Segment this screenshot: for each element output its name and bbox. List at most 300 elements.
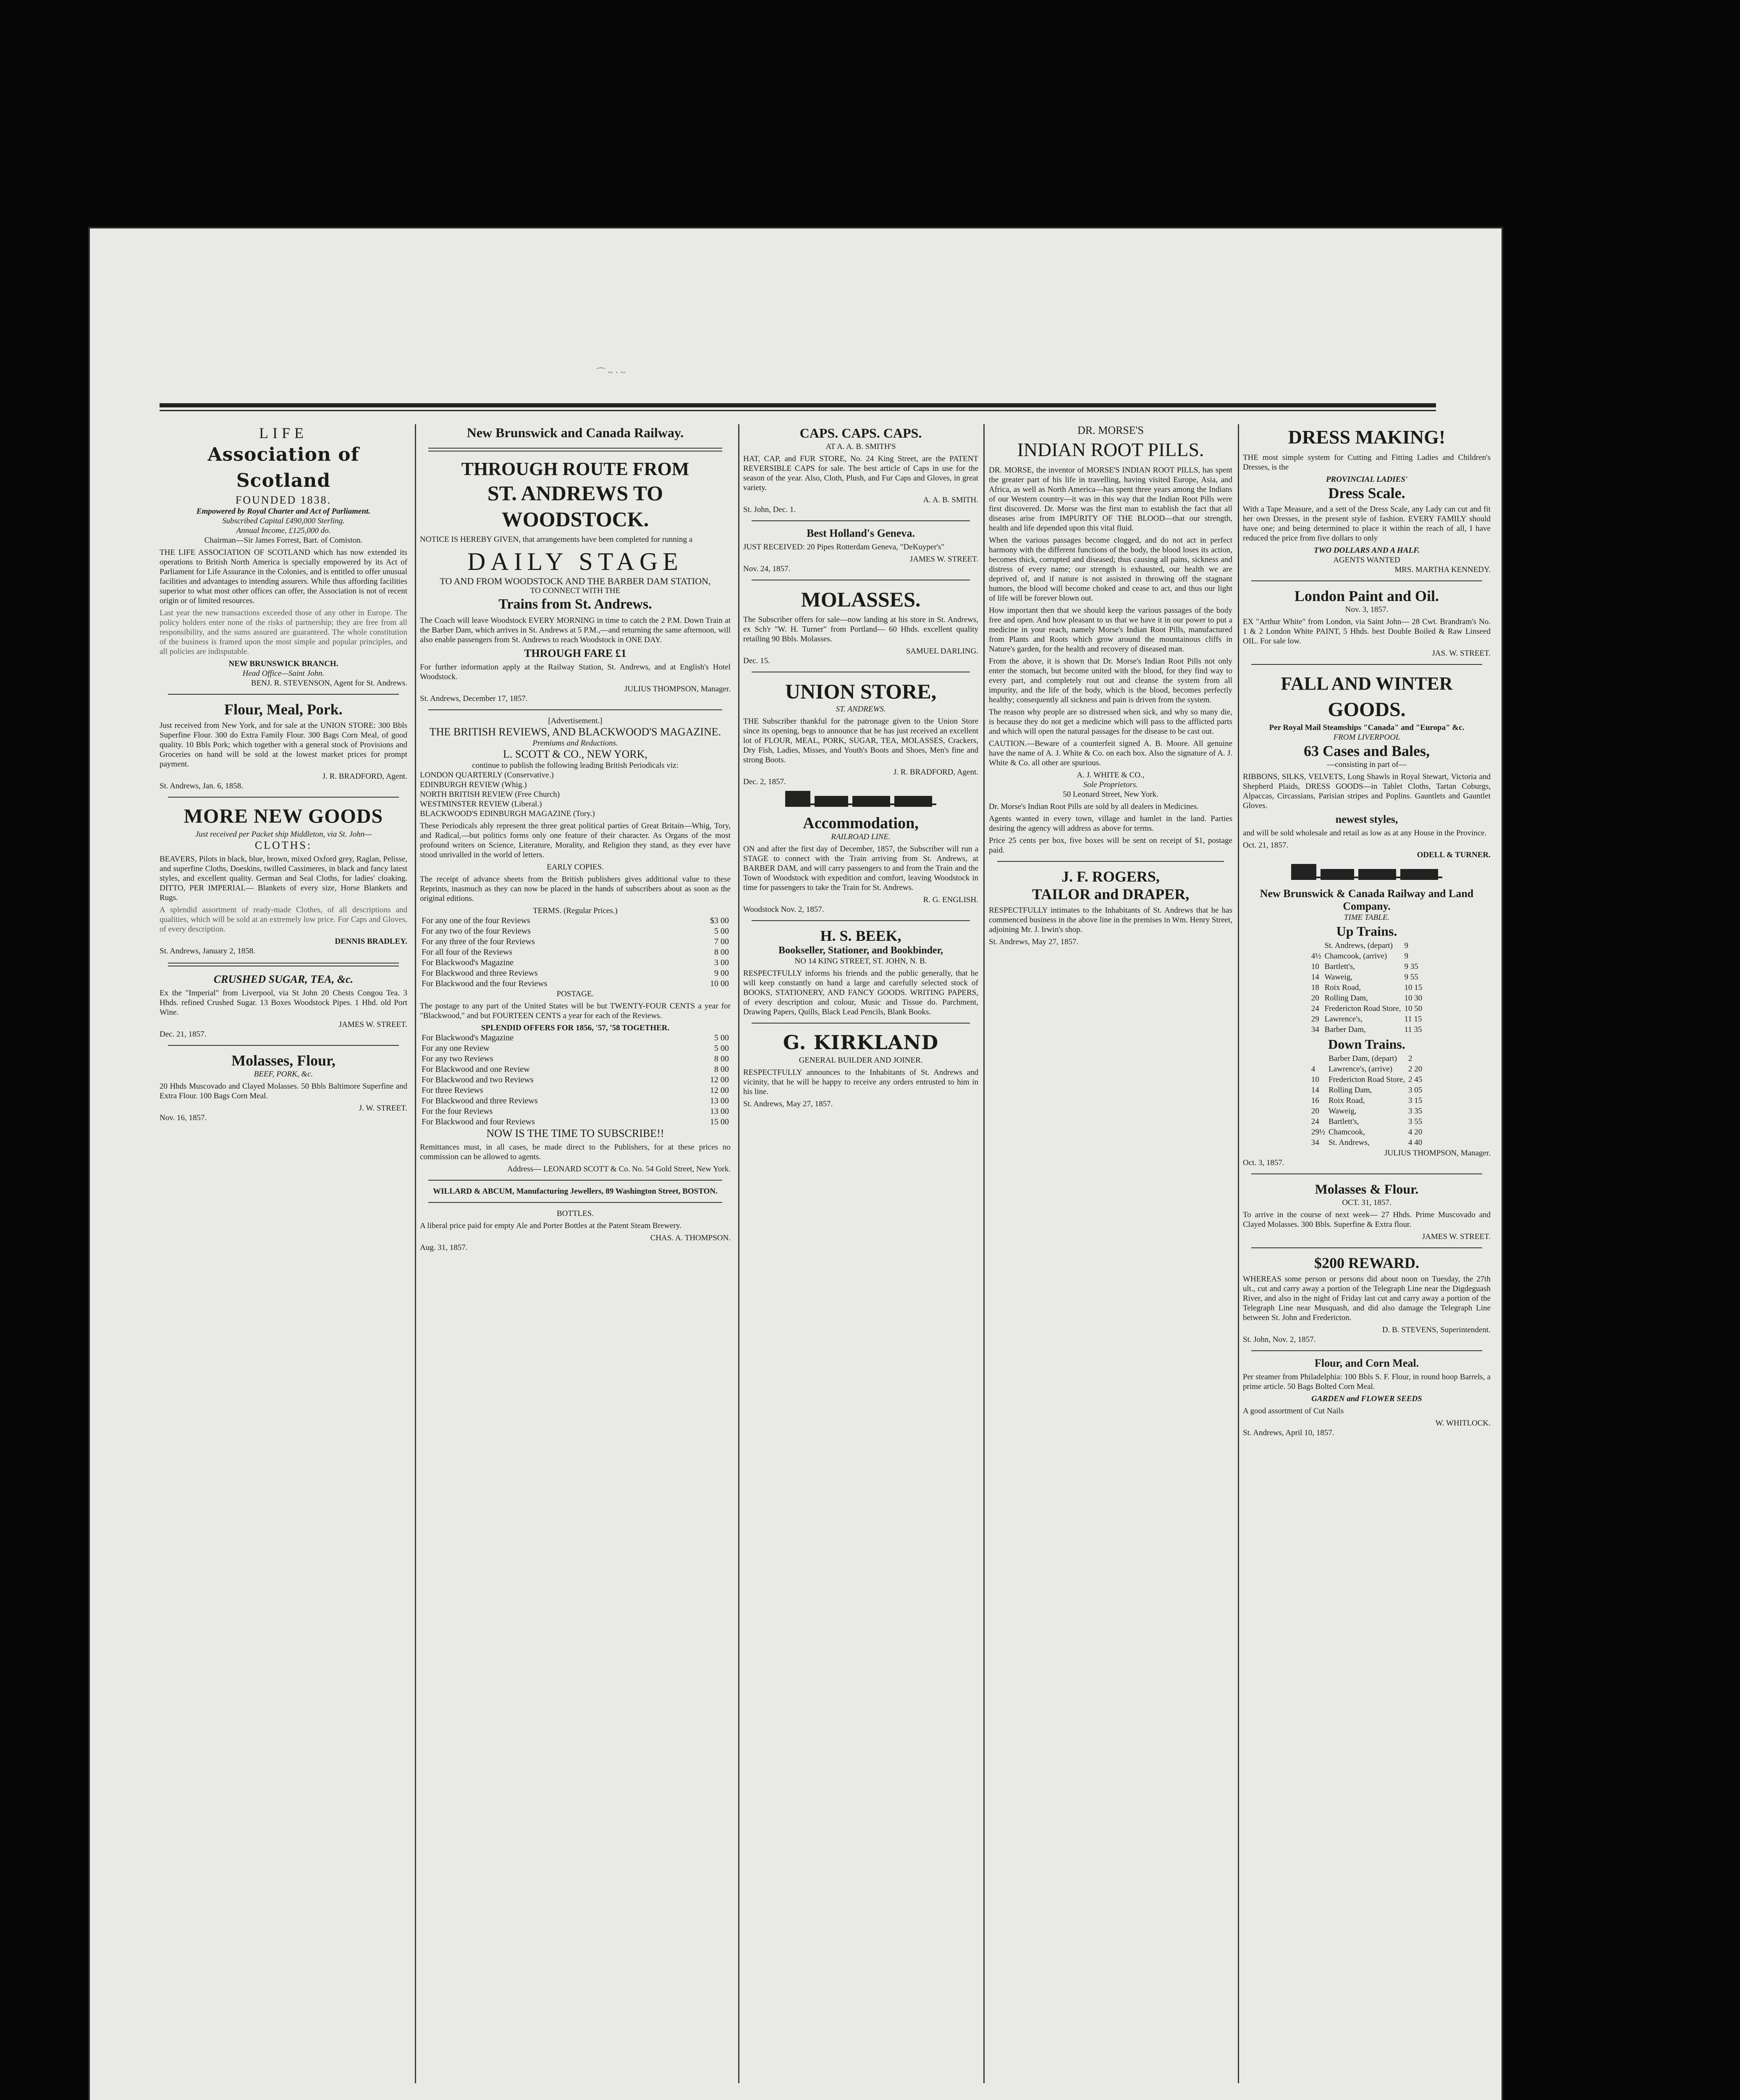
down-train-row-cell: 10 (1311, 1075, 1319, 1084)
early-copies: EARLY COPIES. (547, 863, 604, 872)
reward-body: WHEREAS some person or persons did about noon on Tuesday, the 27th ult., cut and carry away a portion of the Telegraph Line near the Digdeguash River, and also in the night of Friday last cut and carry away a portion of the Telegraph Line near Musquash, and did also damage the Telegraph Line between St. John and Fredericton. (1243, 1275, 1491, 1322)
up-train-row-cell: 10 15 (1404, 983, 1423, 992)
rule (997, 861, 1224, 862)
column-3 (743, 424, 978, 2083)
splendid-row (420, 1033, 731, 1043)
up-train-row-cell: 10 (1311, 962, 1319, 971)
fall-body: RIBBONS, SILKS, VELVETS, Long Shawls in Royal Stewart, Victoria and Shepherd Plaids, DRESS GOODS—in Tablet Cloths, Tartan Coburgs, Alpaccas, Circassians, Parisian stripes and Poplins. Gauntlets and Gauntlet Gloves. (1243, 772, 1491, 810)
reviews-title: THE BRITISH REVIEWS, AND BLACKWOOD'S MAGAZINE. (429, 726, 721, 738)
molasses-flour-heading: Molasses & Flour. (1315, 1181, 1419, 1197)
up-train-row (1310, 1025, 1424, 1034)
goods-body-filler: A splendid assortment of ready-made Clothes, of all descriptions and qualities, which will be sold at an extremely low price. For Caps and Gloves, of every description. (160, 906, 407, 934)
splendid-row (420, 1064, 731, 1075)
down-train-row-cell: St. Andrews, (1328, 1138, 1370, 1147)
branch-title: NEW BRUNSWICK BRANCH. (228, 659, 338, 668)
kirkland-date: St. Andrews, May 27, 1857. (743, 1100, 833, 1108)
terms-row-cell: For Blackwood's Magazine (422, 958, 514, 967)
rule (1251, 1173, 1482, 1174)
down-train-row-cell: 4 40 (1408, 1138, 1423, 1147)
corn-body: Per steamer from Philadelphia: 100 Bbls S. F. Flour, in round hoop Barrels, a prime article. 50 Bags Bolted Corn Meal. (1243, 1373, 1491, 1391)
terms-row-cell: For all four of the Reviews (422, 948, 513, 957)
branch-office: Head Office—Saint John. (242, 669, 325, 678)
branch-agent: BENJ. R. STEVENSON, Agent for St. Andrews. (251, 679, 407, 688)
union-body: THE Subscriber thankful for the patronage given to the Union Store since its opening, begs to announce that he has just received an excellent lot of FLOUR, MEAL, PORK, SUGAR, TEA, MOLASSES, Crackers, Dry Fish, Ladies, Misses, and Youth's Boots and Shoes, Men's fine and strong Boots. (743, 717, 978, 764)
up-train-row-cell: 11 35 (1404, 1025, 1422, 1034)
fall-heading: FALL AND WINTER (1281, 673, 1453, 694)
through-route: THROUGH ROUTE FROM (461, 459, 689, 479)
paint-sign: JAS. W. STREET. (1432, 649, 1491, 658)
up-train-row-cell: 9 35 (1404, 962, 1418, 971)
sugar-sign: JAMES W. STREET. (338, 1020, 407, 1029)
down-train-row-cell: 3 55 (1408, 1117, 1423, 1126)
postage-body: The postage to any part of the United States will be but TWENTY-FOUR CENTS a year for "Blackwood," and but FOURTEEN CENTS a year for each of the Reviews. (420, 1002, 731, 1020)
splendid-row-cell: For any two Reviews (422, 1054, 493, 1063)
corn-heading: Flour, and Corn Meal. (1314, 1357, 1419, 1369)
cases-heading: 63 Cases and Bales, (1303, 743, 1430, 759)
coach-text: The Coach will leave Woodstock EVERY MORNING in time to catch the 2 P.M. Down Train at the Barber Dam, which arrives in St. Andrews at 5 P.M.,—and returning the same afternoon, will also enable passengers from St. Andrews to reach Woodstock in ONE DAY. (420, 616, 731, 644)
up-train-row-cell: Waweig, (1324, 973, 1352, 982)
goods-sub: Just received per Packet ship Middleton, via St. John— (195, 830, 372, 839)
pills-sold: Dr. Morse's Indian Root Pills are sold by all dealers in Medicines. (989, 802, 1199, 811)
goods-body: BEAVERS, Pilots in black, blue, brown, mixed Oxford grey, Raglan, Pelisse, and superfine Cloths, Doeskins, twilled Cassimeres, in black and fancy latest styles, and excellent quality. German and Seal Cloths, for ladies' cloaking. DITTO, PER IMPERIAL— Blankets of every size, Horse Blankets and Rugs. (160, 855, 407, 902)
splendid-row-cell: For Blackwood and three Reviews (422, 1096, 538, 1105)
agents-wanted: AGENTS WANTED (1333, 556, 1400, 564)
founded: FOUNDED 1838. (235, 494, 332, 506)
splendid-row (420, 1054, 731, 1064)
rule (752, 920, 970, 921)
caps-sign: A. A. B. SMITH. (923, 496, 978, 504)
review-5: BLACKWOOD'S EDINBURGH MAGAZINE (Tory.) (420, 809, 595, 818)
up-train-row-cell: Lawrence's, (1324, 1015, 1363, 1024)
molasses-date: Dec. 15. (743, 656, 770, 665)
up-train-row-cell (1310, 941, 1323, 950)
column-5 (1243, 424, 1491, 2083)
through-fare: THROUGH FARE £1 (524, 647, 626, 659)
double-rule (168, 963, 399, 966)
down-train-row-cell: 4 (1311, 1065, 1315, 1074)
down-train-row-cell: 20 (1311, 1107, 1319, 1116)
beek-heading: H. S. BEEK, (820, 927, 901, 944)
down-train-row-cell: 3 35 (1408, 1107, 1423, 1116)
up-train-row (1310, 941, 1424, 950)
molasses-flour-sign: JAMES W. STREET. (1422, 1232, 1491, 1241)
kirkland-heading: G. KIRKLAND (783, 1031, 939, 1054)
paint-body: EX "Arthur White" from London, via Saint John— 28 Cwt. Brandram's No. 1 & 2 London White PAINT, 5 Hhds. best Double Boiled & Raw Linseed OIL. For sale low. (1243, 617, 1491, 646)
accommodation-sign: R. G. ENGLISH. (923, 895, 978, 904)
splendid-row-cell: For the four Reviews (422, 1107, 493, 1116)
down-train-row-cell: 4 20 (1408, 1128, 1423, 1137)
flour-title: Flour, Meal, Pork. (224, 701, 343, 718)
cases-sub: —consisting in part of— (1327, 760, 1407, 769)
column-4 (989, 424, 1232, 2083)
terms-row (420, 979, 731, 989)
molasses-sub: BEEF, PORK, &c. (254, 1070, 313, 1079)
trains-heading: Trains from St. Andrews. (498, 596, 652, 612)
down-train-row-cell: Lawrence's, (arrive) (1328, 1065, 1393, 1074)
splendid-row (420, 1096, 731, 1106)
splendid-row-cell: 8 00 (714, 1065, 729, 1074)
column-1 (160, 424, 407, 2083)
caps-body: HAT, CAP, and FUR STORE, No. 24 King Street, are the PATENT REVERSIBLE CAPS for sale. The best article of Caps in use for the season of the year. Also, Cloth, Plush, and Fur Caps and Gloves, in great variety. (743, 454, 978, 492)
capital: Subscribed Capital £490,000 Sterling. (222, 517, 345, 525)
to-from: TO AND FROM WOODSTOCK AND THE BARBER DAM STATION, (440, 576, 711, 586)
review-2: EDINBURGH REVIEW (Whig.) (420, 780, 527, 789)
now-subscribe: NOW IS THE TIME TO SUBSCRIBE!! (486, 1127, 664, 1139)
molasses-body: The Subscriber offers for sale—now landing at his store in St. Andrews, ex Sch'r "W. H. Turner" from Portland— 60 Hhds. excellent quality retailing 90 Bbls. Molasses. (743, 615, 978, 643)
dress-heading: DRESS MAKING! (1288, 426, 1446, 448)
splendid-row-cell: 13 00 (710, 1096, 729, 1105)
union-heading: UNION STORE, (785, 680, 937, 703)
terms-row (420, 916, 731, 926)
up-train-row (1310, 983, 1424, 992)
life-body: THE LIFE ASSOCIATION OF SCOTLAND which has now extended its operations to British North America is specially empowered by its Act of Parliament for Life Assurance in the Colonies, and is entitled to offer unusual facilities and advantages to intending assurers. While thus affording facilities superior to what most other offices can offer, the Association is not of recent origin or of limited resources. (160, 548, 407, 605)
rogers-date: St. Andrews, May 27, 1857. (989, 937, 1079, 946)
connect: TO CONNECT WITH THE (530, 586, 621, 595)
down-train-row-cell: 14 (1311, 1086, 1319, 1095)
down-train-row (1310, 1085, 1424, 1095)
terms-row-cell: For any two of the four Reviews (422, 927, 531, 936)
splendid-row-cell: For any one Review (422, 1044, 490, 1053)
pills-address: 50 Leonard Street, New York. (1063, 790, 1158, 799)
up-train-row-cell: 10 50 (1404, 1004, 1423, 1013)
down-train-row-cell: 2 (1408, 1054, 1412, 1063)
time-table: TIME TABLE. (1344, 913, 1390, 922)
up-train-row-cell: 9 (1404, 952, 1409, 961)
molasses-title: Molasses, Flour, (231, 1052, 335, 1069)
up-train-row-cell: 11 15 (1404, 1015, 1422, 1024)
pills-body-5: The reason why people are so distressed when sick, and why so many die, is because they do not get a medicine which will pass to the afflicted parts and which will open the natural passages for the disease to be cast out. (989, 708, 1232, 736)
goods-title: MORE NEW GOODS (183, 805, 383, 827)
down-train-row-cell: 34 (1311, 1138, 1319, 1147)
rule (1251, 580, 1482, 581)
up-train-row-cell: St. Andrews, (depart) (1324, 941, 1393, 950)
splendid-row-cell: For Blackwood and four Reviews (422, 1117, 535, 1126)
splendid-row-cell: 13 00 (710, 1107, 729, 1116)
down-train-row (1310, 1117, 1424, 1126)
empowered: Empowered by Royal Charter and Act of Parliament. (196, 507, 371, 516)
advertisement-tag: [Advertisement.] (548, 717, 603, 725)
molasses-heading: MOLASSES. (801, 588, 921, 611)
up-train-row-cell: 9 (1404, 941, 1409, 950)
splendid-row-cell: For Blackwood and two Reviews (422, 1075, 534, 1084)
up-train-row-cell: 18 (1311, 983, 1319, 992)
terms-table (420, 916, 731, 989)
rule (1251, 1350, 1482, 1351)
cloths-head: CLOTHS: (254, 839, 312, 851)
train-engraving (1291, 864, 1442, 883)
pills-sign-2: Sole Proprietors. (1083, 780, 1138, 789)
pills-heading: INDIAN ROOT PILLS. (1017, 439, 1204, 460)
beek-sub: Bookseller, Stationer, and Bookbinder, (778, 945, 943, 956)
kirkland-sub: GENERAL BUILDER AND JOINER. (799, 1056, 923, 1065)
rail-date: St. Andrews, December 17, 1857. (420, 694, 528, 703)
rail-date: Oct. 3, 1857. (1243, 1158, 1284, 1167)
down-train-row (1310, 1054, 1424, 1063)
caps-at: AT A. A. B. SMITH'S (825, 442, 896, 451)
corn-sign: W. WHITLOCK. (1435, 1419, 1491, 1428)
pills-body-2: When the various passages become clogged, and do not act in perfect harmony with the different functions of the body, the blood loses its action, becomes thick, corrupted and diseased; thus causing all pains, sickness and distress of every name; our strength is exhausted, our health we are deprived of, and if nature is not assisted in throwing off the stagnant humors, the blood will become choked and cease to act, and thus our light of life will be forever blown out. (989, 536, 1232, 603)
down-train-row-cell: Barber Dam, (depart) (1328, 1054, 1397, 1063)
reward-heading: $200 REWARD. (1314, 1255, 1419, 1271)
up-train-row (1310, 972, 1424, 982)
down-train-row-cell: Waweig, (1328, 1107, 1357, 1116)
masthead-rule-thin (160, 410, 1436, 411)
molasses-sign: J. W. STREET. (359, 1104, 407, 1113)
up-train-row-cell: Fredericton Road Store, (1324, 1004, 1401, 1013)
molasses-date: Nov. 16, 1857. (160, 1113, 207, 1122)
chairman: Chairman—Sir James Forrest, Bart. of Comiston. (204, 536, 363, 545)
terms-row (420, 958, 731, 968)
goods-heading: GOODS. (1328, 698, 1406, 721)
postage-heading: POSTAGE. (556, 990, 594, 998)
daily-stage: DAILY STAGE (467, 548, 683, 575)
down-train-row-cell (1310, 1054, 1326, 1063)
down-train-row-cell: 2 45 (1408, 1075, 1423, 1084)
dress-sign: MRS. MARTHA KENNEDY. (1394, 565, 1491, 574)
up-train-row-cell: 14 (1311, 973, 1319, 982)
splendid-row-cell: 5 00 (714, 1044, 729, 1053)
garden-seeds: GARDEN and FLOWER SEEDS (1311, 1394, 1422, 1403)
remit: Remittances must, in all cases, be made direct to the Publishers, for at these prices no commission can be allowed to agents. (420, 1143, 731, 1161)
fall-sign: ODELL & TURNER. (1417, 850, 1491, 859)
terms-row (420, 968, 731, 979)
kirkland-body: RESPECTFULLY announces to the Inhabitants of St. Andrews and vicinity, that he will be happy to receive any orders entrusted to him in his line. (743, 1068, 978, 1096)
up-train-row-cell: Bartlett's, (1324, 962, 1355, 971)
flour-body: Just received from New York, and for sale at the UNION STORE: 300 Bbls Superfine Flour. 300 do Extra Family Flour. 300 Bags Corn Meal, of good quality. 10 Bbls Pork; which together with a general stock of Provisions and Groceries on hand will be sold at the lowest market prices for prompt payment. (160, 721, 407, 769)
rail-sign: JULIUS THOMPSON, Manager. (624, 685, 731, 693)
dress-scale: Dress Scale. (1328, 485, 1405, 501)
rule (168, 694, 399, 695)
life-heading: Association of Scotland (207, 444, 359, 491)
tailor-heading: TAILOR and DRAPER, (1032, 886, 1190, 903)
up-train-row-cell: Barber Dam, (1324, 1025, 1366, 1034)
terms-row-cell: $3 00 (710, 916, 729, 925)
up-train-row-cell: Chamcook, (arrive) (1324, 952, 1387, 961)
splendid-row-cell: For three Reviews (422, 1086, 483, 1095)
holland-title: Best Holland's Geneva. (807, 527, 915, 539)
terms-heading: TERMS. (Regular Prices.) (533, 906, 618, 915)
garden-body: A good assortment of Cut Nails (1243, 1407, 1344, 1415)
up-train-row-cell: 4½ (1311, 952, 1321, 961)
goods-sign: DENNIS BRADLEY. (335, 937, 407, 946)
bottles-sign: CHAS. A. THOMPSON. (650, 1234, 731, 1242)
newspaper-page (88, 227, 1503, 2100)
rule (428, 709, 722, 710)
accommodation-date: Woodstock Nov. 2, 1857. (743, 905, 824, 914)
corn-date: St. Andrews, April 10, 1857. (1243, 1428, 1334, 1437)
flour-date: St. Andrews, Jan. 6, 1858. (160, 782, 243, 790)
terms-row (420, 926, 731, 937)
splendid-row-cell: 15 00 (710, 1117, 729, 1126)
splendid-row (420, 1075, 731, 1085)
fall-date: Oct. 21, 1857. (1243, 841, 1289, 850)
down-train-row (1310, 1106, 1424, 1116)
molasses-sign: SAMUEL DARLING. (906, 647, 978, 656)
early-body: The receipt of advance sheets from the British publishers gives additional value to these Reprints, inasmuch as they can now be placed in the hands of subscribers about as soon as the original editions. (420, 875, 731, 903)
column-rule (415, 424, 416, 2083)
reward-sign: D. B. STEVENS, Superintendent. (1382, 1326, 1491, 1334)
bottles-heading: BOTTLES. (556, 1209, 594, 1218)
splendid-row (420, 1106, 731, 1117)
up-train-row (1310, 951, 1424, 961)
column-rule (738, 424, 739, 2083)
terms-row-cell: For any one of the four Reviews (422, 916, 530, 925)
terms-row-cell: For Blackwood and the four Reviews (422, 979, 548, 988)
rogers-heading: J. F. ROGERS, (1061, 868, 1160, 885)
up-trains-table (1309, 940, 1425, 1035)
route-heading: ST. ANDREWS TO WOODSTOCK. (487, 481, 663, 531)
down-train-row-cell: Chamcook, (1328, 1128, 1365, 1137)
review-3: NORTH BRITISH REVIEW (Free Church) (420, 790, 560, 799)
holland-date: Nov. 24, 1857. (743, 564, 791, 573)
terms-row-cell: For Blackwood and three Reviews (422, 969, 538, 978)
pills-caution: CAUTION.—Beware of a counterfeit signed A. B. Moore. All genuine have the name of A. J. White & Co. on each box. Also the signature of A. J. White & Co. all other are spurious. (989, 739, 1232, 767)
up-train-row (1310, 962, 1424, 971)
splendid-row-cell: For Blackwood and one Review (422, 1065, 530, 1074)
rule (1251, 664, 1482, 665)
splendid-row-cell: 12 00 (710, 1086, 729, 1095)
down-train-row (1310, 1096, 1424, 1105)
terms-row (420, 937, 731, 947)
up-train-row-cell: 9 55 (1404, 973, 1418, 982)
from-liverpool: FROM LIVERPOOL (1333, 733, 1400, 742)
splendid-row-cell: For Blackwood's Magazine (422, 1033, 514, 1042)
info-text: For further information apply at the Railway Station, St. Andrews, and at English's Hotel Woodstock. (420, 663, 731, 681)
down-train-row-cell: 24 (1311, 1117, 1319, 1126)
down-train-row (1310, 1064, 1424, 1074)
rule (752, 1023, 970, 1024)
paint-heading: London Paint and Oil. (1294, 588, 1439, 604)
molasses-body: 20 Hhds Muscovado and Clayed Molasses. 50 Bbls Baltimore Superfine and Extra Flour. 100 Bags Corn Meal. (160, 1082, 407, 1100)
sugar-title: CRUSHED SUGAR, TEA, &c. (213, 973, 354, 985)
sugar-date: Dec. 21, 1857. (160, 1030, 207, 1039)
bottles-body: A liberal price paid for empty Ale and Porter Bottles at the Patent Steam Brewery. (420, 1221, 681, 1230)
down-train-row-cell: Bartlett's, (1328, 1117, 1359, 1126)
life-body-filler: Last year the new transactions exceeded those of any other in Europe. The policy holders enter none of the risks of partnership; they are free from all responsibility, and the sums assured are guaranteed. The whole constitution of the business is framed upon the most simple and popular principles, and all policies are indisputable. (160, 609, 407, 656)
terms-row-cell: 3 00 (714, 958, 729, 967)
molasses-flour-body: To arrive in the course of next week— 27 Hhds. Prime Muscovado and Clayed Molasses. 300 Bbls. Superfine & Extra flour. (1243, 1210, 1491, 1229)
railroad-line: RAILROAD LINE. (831, 832, 891, 841)
beek-body: RESPECTFULLY informs his friends and the public generally, that he will keep constantly on hand a large and carefully selected stock of BOOKS, STATIONERY, AND FANCY GOODS. WRITING PAPERS, of every description and colour, Music and Tissue do. Parchment, Drawing Papers, Quills, Black Lead Pencils, Blank Books. (743, 969, 978, 1016)
up-train-row (1310, 993, 1424, 1003)
pub-line: continue to publish the following leading British Periodicals viz: (472, 761, 679, 770)
publisher: L. SCOTT & CO., NEW YORK, (503, 748, 648, 760)
up-trains: Up Trains. (1336, 924, 1397, 939)
rail-company: New Brunswick & Canada Railway and Land Company. (1260, 887, 1474, 912)
rail-title: New Brunswick and Canada Railway. (466, 425, 684, 440)
down-trains-table (1309, 1053, 1425, 1148)
rule (428, 1180, 722, 1181)
splendid-row (420, 1117, 731, 1127)
column-rule (1238, 424, 1239, 2083)
column-rule (983, 424, 985, 2083)
down-train-row-cell: 3 05 (1408, 1086, 1423, 1095)
stage-notice: NOTICE IS HEREBY GIVEN, that arrangements have been completed for running a (420, 535, 693, 544)
down-train-row-cell: 2 20 (1408, 1065, 1423, 1074)
terms-row-cell: 10 00 (710, 979, 729, 988)
column-2 (420, 424, 731, 2083)
splendid-row-cell: 5 00 (714, 1033, 729, 1042)
holland-body: JUST RECEIVED: 20 Pipes Rotterdam Geneva, "DeKuyper's" (743, 543, 945, 551)
reward-date: St. John, Nov. 2, 1857. (1243, 1335, 1316, 1344)
newest-styles: newest styles, (1335, 813, 1398, 825)
holland-sign: JAMES W. STREET. (909, 555, 978, 564)
dress-price: TWO DOLLARS AND A HALF. (1313, 546, 1420, 555)
review-1: LONDON QUARTERLY (Conservative.) (420, 771, 554, 780)
review-4: WESTMINSTER REVIEW (Liberal.) (420, 800, 542, 808)
splendid-row (420, 1085, 731, 1096)
molasses-flour-date: OCT. 31, 1857. (1342, 1198, 1391, 1207)
dr-morse: DR. MORSE'S (1077, 424, 1144, 436)
fall-tail: and will be sold wholesale and retail as low as at any House in the Province. (1243, 829, 1487, 837)
up-train-row-cell: 20 (1311, 994, 1319, 1003)
beek-address: NO 14 KING STREET, ST. JOHN, N. B. (794, 957, 927, 966)
flour-sign: J. R. BRADFORD, Agent. (322, 772, 407, 781)
life-title: LIFE (259, 425, 308, 441)
down-train-row-cell: Roix Road, (1328, 1096, 1365, 1105)
pills-sign: A. J. WHITE & CO., (1077, 771, 1145, 780)
splendid-row-cell: 12 00 (710, 1075, 729, 1084)
paint-date: Nov. 3, 1857. (1345, 605, 1389, 614)
goods-date: St. Andrews, January 2, 1858. (160, 947, 255, 956)
union-date: Dec. 2, 1857. (743, 777, 786, 786)
rule (168, 797, 399, 798)
provincial: PROVINCIAL LADIES' (1326, 475, 1408, 484)
down-train-row (1310, 1127, 1424, 1137)
sugar-body: Ex the "Imperial" from Liverpool, via St John 20 Chests Congou Tea. 3 Hhds. refined Crushed Sugar. 13 Boxes Woodstock Pipes. 1 Hhd. old Port Wine. (160, 989, 407, 1017)
down-train-row-cell: Rolling Dam, (1328, 1086, 1372, 1095)
willard: WILLARD & ABCUM, Manufacturing Jewellers, 89 Washington Street, BOSTON. (433, 1187, 718, 1196)
rule (168, 1045, 399, 1046)
caps-title: CAPS. CAPS. CAPS. (799, 425, 922, 441)
down-train-row-cell: 16 (1311, 1096, 1319, 1105)
pills-body-4: From the above, it is shown that Dr. Morse's Indian Root Pills not only enter the stomach, but become united with the blood, for they find way to every part, and completely rout out and cleanse the system from all impurity, and the life of the body, which is the blood, becomes perfectly healthy; consequently all sickness and pain is driven from the system. (989, 657, 1232, 704)
rule (752, 520, 970, 521)
pills-price: Price 25 cents per box, five boxes will be sent on receipt of $1, postage paid. (989, 836, 1232, 855)
income: Annual Income, £125,000 do. (236, 526, 331, 535)
pills-body-3: How important then that we should keep the various passages of the body free and open. And how pleasant to us that we have it in our power to put a medicine in your reach, namely Morse's Indian Root Pills, manufactured from Plants and Roots which grow around the mountainous cliffs in Nature's garden, for the health and recovery of diseased man. (989, 606, 1232, 654)
rule (428, 1202, 722, 1203)
down-train-row-cell: Fredericton Road Store, (1328, 1075, 1405, 1084)
premiums: Premiums and Reductions. (532, 739, 618, 748)
up-train-row-cell: Rolling Dam, (1324, 994, 1368, 1003)
steamships: Per Royal Mail Steamships "Canada" and "Europa" &c. (1269, 723, 1465, 732)
union-sign: J. R. BRADFORD, Agent. (893, 768, 978, 777)
up-train-row-cell: 10 30 (1404, 994, 1423, 1003)
splendid-table (420, 1033, 731, 1127)
reviews-body: These Periodicals ably represent the three great political parties of Great Britain—Whig, Tory, and Radical,—but politics forms only one feature of their character. As Organs of the most profound writers on Science, Literature, Morality, and Religion they stand, as they ever have stood unrivalled in the world of letters. (420, 822, 731, 859)
splendid-heading: SPLENDID OFFERS FOR 1856, '57, '58 TOGETHER. (481, 1024, 670, 1032)
down-train-row (1310, 1075, 1424, 1084)
down-train-row-cell: 3 15 (1408, 1096, 1423, 1105)
terms-row-cell: For any three of the four Reviews (422, 937, 535, 946)
pills-body-1: DR. MORSE, the inventor of MORSE'S INDIAN ROOT PILLS, has spent the greater part of his life in travelling, having visited Europe, Asia, and Africa, as well as North America—has spent three years among the Indians of our Western country—it was in this way that the Indian Root Pills were first discovered. Dr. Morse was the first man to establish the fact that all diseases arise from IMPURITY OF THE BLOOD—that our strength, health and life depended upon this vital fluid. (989, 466, 1232, 533)
terms-row-cell: 9 00 (714, 969, 729, 978)
union-sub: ST. ANDREWS. (836, 705, 886, 714)
accommodation-heading: Accommodation, (803, 814, 919, 832)
down-train-row (1310, 1138, 1424, 1147)
down-trains: Down Trains. (1328, 1037, 1405, 1052)
dress-body: THE most simple system for Cutting and Fitting Ladies and Children's Dresses, is the (1243, 453, 1491, 472)
terms-row (420, 947, 731, 958)
up-train-row-cell: 34 (1311, 1025, 1319, 1034)
up-train-row-cell: Roix Road, (1324, 983, 1361, 992)
train-engraving (785, 791, 936, 810)
terms-row-cell: 7 00 (714, 937, 729, 946)
splendid-row-cell: 8 00 (714, 1054, 729, 1063)
caps-date: St. John, Dec. 1. (743, 505, 796, 514)
pills-agents: Agents wanted in every town, village and hamlet in the land. Parties desiring the agency will address as above for terms. (989, 814, 1232, 833)
